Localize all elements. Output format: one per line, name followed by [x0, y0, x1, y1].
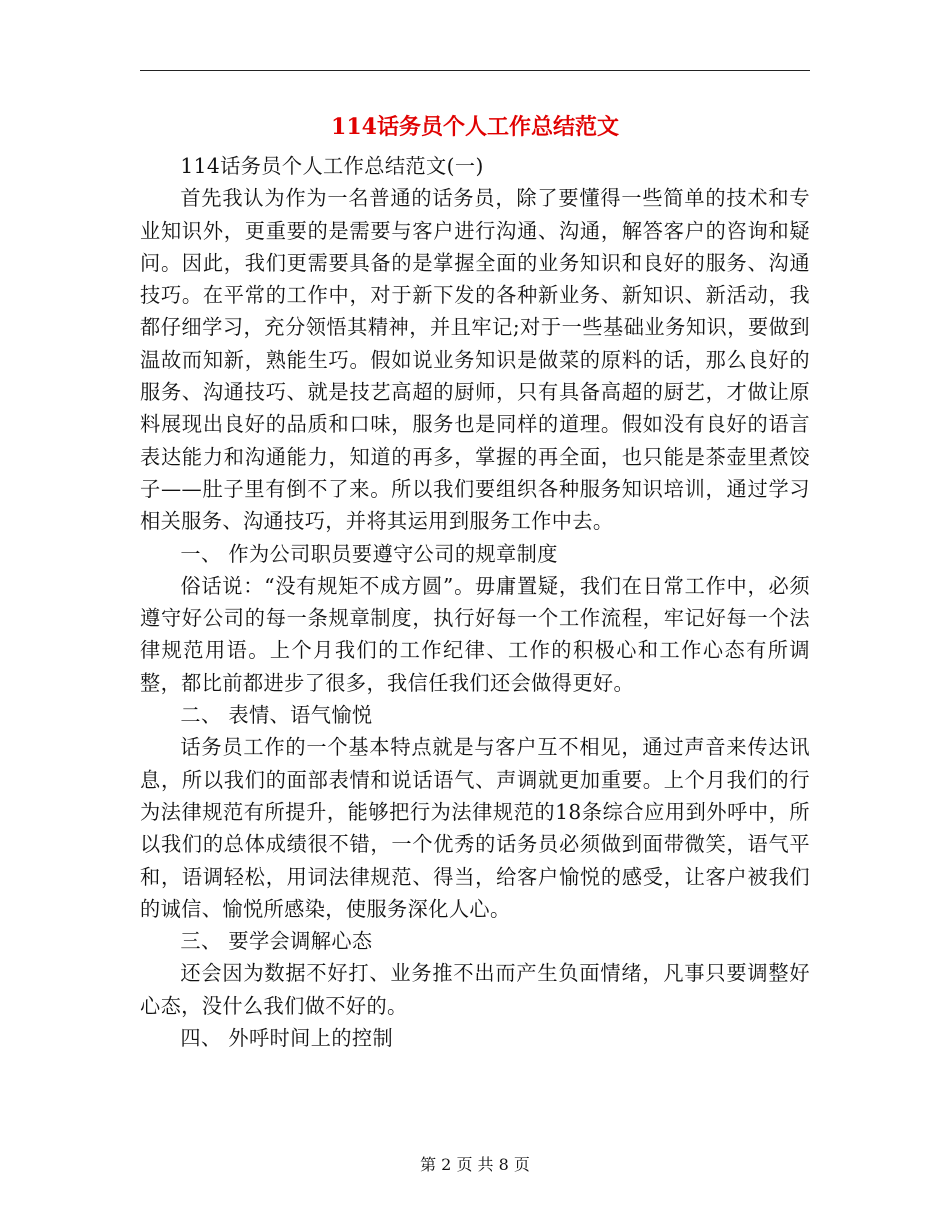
body-paragraph: 俗话说：“没有规矩不成方圆”。毋庸置疑，我们在日常工作中，必须遵守好公司的每一条规章制度，执行好每一个工作流程，牢记好每一个法律规范用语。上个月我们的工作纪律、工作的积极心和工作心态有所调整，都比前都进步了很多，我信任我们还会做得更好。 — [140, 573, 810, 695]
page-number: 第 2 页 共 8 页 — [420, 1155, 530, 1174]
document-body — [140, 150, 810, 1054]
document-title: 114话务员个人工作总结范文 — [331, 114, 619, 140]
section-heading: 四、 外呼时间上的控制 — [180, 1026, 394, 1051]
body-paragraph: 话务员工作的一个基本特点就是与客户互不相见，通过声音来传达讯息，所以我们的面部表情和说话语气、声调就更加重要。上个月我们的行为法律规范有所提升，能够把行为法律规范的18条综合应用到外呼中，所以我们的总体成绩很不错，一个优秀的话务员必须做到面带微笑，语气平和，语调轻松，用词法律规范、得当，给客户愉悦的感受，让客户被我们的诚信、愉悦所感染，使服务深化人心。 — [140, 735, 810, 921]
section-heading: 三、 要学会调解心态 — [180, 929, 373, 954]
section-heading: 二、 表情、语气愉悦 — [180, 703, 373, 728]
header-rule — [140, 70, 810, 71]
body-paragraph: 首先我认为作为一名普通的话务员，除了要懂得一些简单的技术和专业知识外，更重要的是需要与客户进行沟通、沟通，解答客户的咨询和疑问。因此，我们更需要具备的是掌握全面的业务知识和良好的服务、沟通技巧。在平常的工作中，对于新下发的各种新业务、新知识、新活动，我都仔细学习，充分领悟其精神，并且牢记;对于一些基础业务知识，要做到温故而知新，熟能生巧。假如说业务知识是做菜的原料的话，那么良好的服务、沟通技巧、就是技艺高超的厨师，只有具备高超的厨艺，才做让原料展现出良好的品质和口味，服务也是同样的道理。假如没有良好的语言表达能力和沟通能力，知道的再多，掌握的再全面，也只能是茶壶里煮饺子——肚子里有倒不了来。所以我们要组织各种服务知识培训，通过学习相关服务、沟通技巧，并将其运用到服务工作中去。 — [140, 186, 810, 534]
section-heading: 一、 作为公司职员要遵守公司的规章制度 — [180, 541, 558, 566]
body-paragraph: 还会因为数据不好打、业务推不出而产生负面情绪，凡事只要调整好心态，没什么我们做不好的。 — [140, 961, 810, 1018]
subtitle-paragraph: 114话务员个人工作总结范文(一) — [180, 154, 484, 178]
